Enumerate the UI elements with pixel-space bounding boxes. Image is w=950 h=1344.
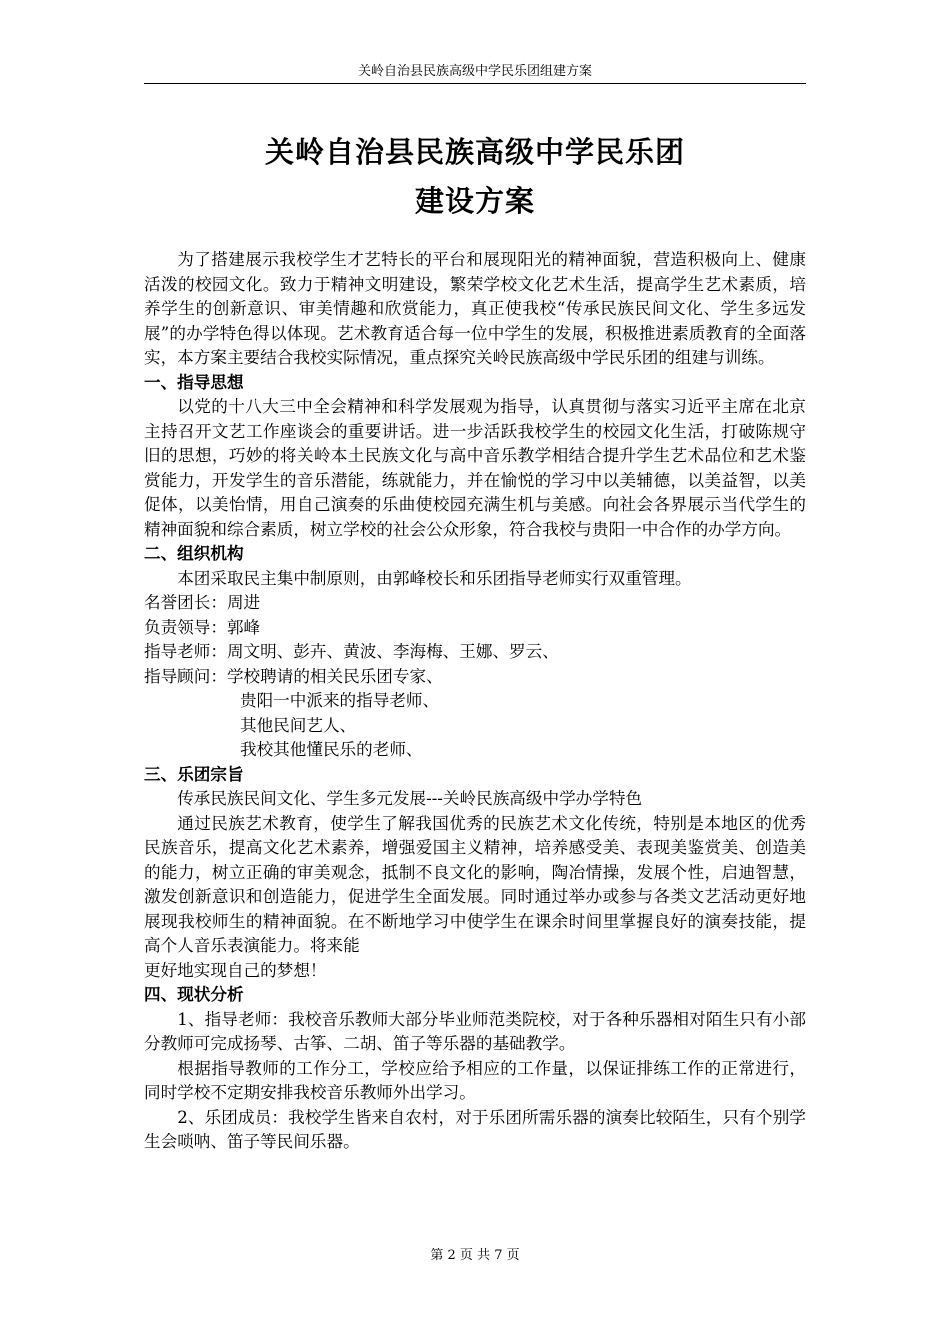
header-rule — [144, 83, 806, 84]
section3-heading: 三、乐团宗旨 — [144, 764, 244, 784]
honorary-leader-row — [144, 591, 806, 616]
document-title-line2: 建设方案 — [414, 184, 535, 218]
page-header: 关岭自治县民族高级中学民乐团组建方案 — [357, 64, 592, 79]
intro-paragraph: 为了搭建展示我校学生才艺特长的平台和展现阳光的精神面貌，营造积极向上、健康活泼的校园文化。致力于精神文明建设，繁荣学校文化艺术生活，提高学生艺术素质，培养学生的创新意识、审美情趣和欣赏能力，真正使我校“传承民族民间文化、学生多远发展”的办学特色得以体现。艺术教育适合每一位中学生的发展，积极推进素质教育的全面落实，本方案主要结合我校实际情况，重点探究关岭民族高级中学民乐团的组建与训练。 — [144, 250, 806, 367]
leader-value: 郭峰 — [226, 617, 261, 637]
section4-paragraph-3: 2、乐团成员：我校学生皆来自农村，对于乐团所需乐器的演奏比较陌生，只有个别学生会唢呐、笛子等民间乐器。 — [144, 1107, 806, 1151]
section4-paragraph-1: 1、指导老师：我校音乐教师大部分毕业师范类院校，对于各种乐器相对陌生只有小部分教师可完成扬琴、古筝、二胡、笛子等乐器的基础教学。 — [144, 1009, 806, 1053]
advisors-label: 指导顾问： — [144, 666, 227, 686]
section1-paragraph: 以党的十八大三中全会精神和科学发展观为指导，认真贯彻与落实习近平主席在北京主持召开文艺工作座谈会的重要讲话。进一步活跃我校学生的校园文化生活，打破陈规守旧的思想，巧妙的将关岭本土民族文化与高中音乐教学相结合提升学生艺术品位和艺术鉴赏能力，开发学生的音乐潜能，练就能力，并在愉悦的学习中以美辅德，以美益智，以美促体，以美怡情，用自己演奏的乐曲使校园充满生机与美感。向社会各界展示当代学生的精神面貌和综合素质，树立学校的社会公众形象，符合我校与贵阳一中合作的办学方向。 — [144, 397, 806, 539]
advisor-item: 其他民间艺人、 — [240, 715, 357, 735]
teachers-label: 指导老师： — [144, 642, 227, 661]
page-footer: 第 2 页 共 7 页 — [430, 1248, 520, 1263]
section4-heading: 四、现状分析 — [144, 985, 244, 1004]
document-body — [144, 248, 806, 1155]
advisors-row — [144, 665, 806, 690]
section1-heading: 一、指导思想 — [144, 372, 244, 392]
leader-row — [144, 616, 806, 641]
honorary-value: 周进 — [226, 593, 261, 612]
section3-paragraph-end: 更好地实现自己的梦想！ — [144, 960, 327, 980]
advisor-item: 学校聘请的相关民乐团专家、 — [226, 666, 443, 686]
section2-heading: 二、组织机构 — [144, 544, 244, 563]
advisor-item: 我校其他懂民乐的老师、 — [240, 740, 423, 759]
teachers-row — [144, 640, 806, 665]
leader-label: 负责领导： — [144, 617, 227, 637]
section3-paragraph: 通过民族艺术教育，使学生了解我国优秀的民族艺术文化传统，特别是本地区的优秀民族音乐，提高文化艺术素养，增强爱国主义精神，培养感受美、表现美鉴赏美、创造美的能力，树立正确的审美观念，抵制不良文化的影响，陶冶情操，发展个性，启迪智慧，激发创新意识和创造能力，促进学生全面发展。同时通过举办或参与各类文艺活动更好地展现我校师生的精神面貌。在不断地学习中使学生在课余时间里掌握良好的演奏技能，提高个人音乐表演能力。将来能 — [144, 813, 806, 955]
advisor-item: 贵阳一中派来的指导老师、 — [240, 691, 440, 710]
section4-paragraph-2: 根据指导教师的工作分工，学校应给予相应的工作量，以保证排练工作的正常进行，同时学校不定期安排我校音乐教师外出学习。 — [144, 1058, 806, 1102]
section2-paragraph: 本团采取民主集中制原则，由郭峰校长和乐团指导老师实行双重管理。 — [177, 568, 692, 588]
section3-motto: 传承民族民间文化、学生多元发展---关岭民族高级中学办学特色 — [177, 789, 643, 808]
teachers-value: 周文明、彭卉、黄波、李海梅、王娜、罗云、 — [226, 642, 559, 661]
document-title-line1: 关岭自治县民族高级中学民乐团 — [264, 135, 685, 169]
honorary-label: 名誉团长： — [144, 593, 227, 612]
